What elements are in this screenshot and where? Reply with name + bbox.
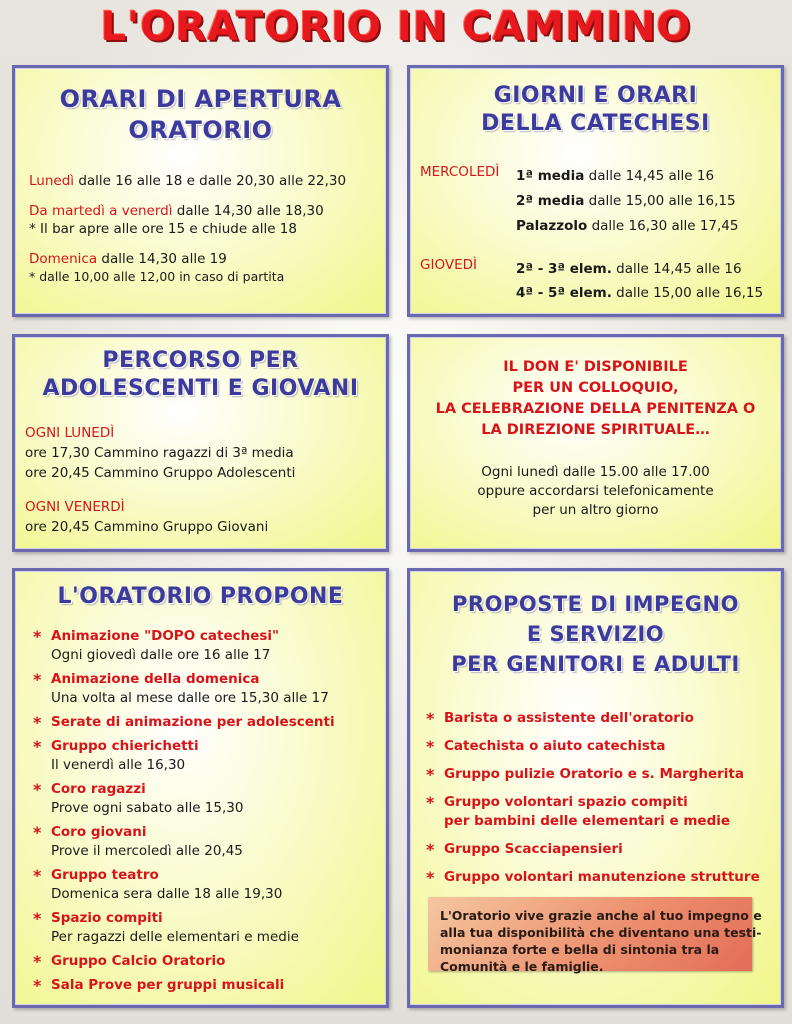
opening-hours-body — [29, 172, 346, 286]
bullet-star-icon: * — [33, 670, 42, 689]
every-friday-label: OGNI VENERDÌ — [25, 499, 125, 515]
offer-item — [31, 627, 335, 665]
priest-info-line2: oppure accordarsi telefonicamente — [477, 483, 714, 499]
bullet-star-icon: * — [33, 780, 42, 799]
commitment-item-line1: Barista o assistente dell'oratorio — [444, 710, 694, 726]
opening-hours-title-line1: ORARI DI APERTURA — [59, 85, 342, 113]
youth-path-title — [15, 347, 386, 403]
priest-heading-line3: LA CELEBRAZIONE DELLA PENITENZA O — [435, 401, 756, 417]
opening-hours-title — [15, 84, 386, 146]
catechism-title-line1: GIORNI E ORARI — [493, 83, 698, 108]
bullet-star-icon: * — [33, 976, 42, 995]
commitment-title — [410, 589, 781, 679]
commitment-item — [424, 765, 760, 784]
commitment-title-line1: PROPOSTE DI IMPEGNO — [452, 592, 739, 616]
commitment-item-line2: per bambini delle elementari e medie — [444, 813, 731, 829]
bullet-star-icon: * — [426, 868, 435, 887]
opening-hours-box — [12, 65, 389, 317]
oratory-offers-box — [12, 568, 389, 1008]
quote-line3: monianza forte e bella di sintonia tra la — [440, 942, 720, 957]
offer-item-title: Coro ragazzi — [51, 781, 146, 797]
catechism-title-line2: DELLA CATECHESI — [481, 111, 710, 136]
sunday-hours: Domenica dalle 14,30 alle 19 — [29, 251, 227, 267]
offer-item-title: Animazione "DOPO catechesi" — [51, 628, 280, 644]
thursday-row-2: 4ª - 5ª elem. dalle 15,00 alle 16,15 — [516, 285, 764, 301]
youth-path-box — [12, 334, 389, 552]
offer-item-title: Gruppo chierichetti — [51, 738, 199, 754]
youth-path-title-line2: ADOLESCENTI E GIOVANI — [42, 376, 359, 401]
offer-item-detail: Prove il mercoledì alle 20,45 — [51, 843, 243, 859]
youth-path-body — [25, 423, 295, 537]
bullet-star-icon: * — [33, 713, 42, 732]
bullet-star-icon: * — [33, 866, 42, 885]
bullet-star-icon: * — [33, 909, 42, 928]
bullet-star-icon: * — [33, 627, 42, 646]
bullet-star-icon: * — [33, 952, 42, 971]
opening-hours-title-line2: ORATORIO — [128, 116, 273, 144]
bullet-star-icon: * — [426, 793, 435, 812]
offer-item-title: Spazio compiti — [51, 910, 163, 926]
bullet-star-icon: * — [426, 765, 435, 784]
offer-item-title: Animazione della domenica — [51, 671, 260, 687]
commitment-item — [424, 793, 760, 831]
offer-item-detail: Per ragazzi delle elementari e medie — [51, 929, 299, 945]
priest-heading — [410, 357, 781, 441]
offer-item — [31, 670, 335, 708]
commitment-item-line1: Gruppo Scacciapensieri — [444, 841, 623, 857]
commitment-item-line1: Gruppo volontari manutenzione strutture — [444, 869, 760, 885]
priest-heading-line2: PER UN COLLOQUIO, — [512, 380, 679, 396]
match-note: * dalle 10,00 alle 12,00 in caso di partita — [29, 269, 285, 284]
offer-item — [31, 952, 335, 971]
wednesday-label: MERCOLEDÌ — [420, 164, 500, 180]
bullet-star-icon: * — [33, 737, 42, 756]
bullet-star-icon: * — [426, 737, 435, 756]
quote-line4: Comunità e le famiglie. — [440, 959, 604, 974]
offer-item — [31, 866, 335, 904]
commitment-title-line3: PER GENITORI E ADULTI — [451, 652, 740, 676]
oratory-offers-list — [31, 627, 335, 1000]
tuesday-friday-hours: Da martedì a venerdì dalle 14,30 alle 18,30 — [29, 203, 324, 219]
commitment-item — [424, 709, 760, 728]
offer-item — [31, 909, 335, 947]
offer-item-title: Sala Prove per gruppi musicali — [51, 977, 285, 993]
priest-heading-line1: IL DON E' DISPONIBILE — [503, 359, 688, 375]
offer-item-detail: Domenica sera dalle 18 alle 19,30 — [51, 886, 283, 902]
offer-item-detail: Il venerdì alle 16,30 — [51, 757, 186, 773]
quote-line1: L'Oratorio vive grazie anche al tuo impegno e — [440, 908, 762, 923]
bullet-star-icon: * — [426, 709, 435, 728]
commitment-item — [424, 737, 760, 756]
commitment-quote — [428, 897, 762, 974]
offer-item — [31, 780, 335, 818]
commitment-item — [424, 868, 760, 887]
youth-path-title-line1: PERCORSO PER — [102, 348, 299, 373]
wednesday-row-2: 2ª media dalle 15,00 alle 16,15 — [516, 193, 736, 209]
offer-item-title: Coro giovani — [51, 824, 147, 840]
bullet-star-icon: * — [426, 840, 435, 859]
bullet-star-icon: * — [33, 823, 42, 842]
offer-item-title: Serate di animazione per adolescenti — [51, 714, 335, 730]
commitment-list — [424, 709, 760, 896]
wednesday-row-3: Palazzolo dalle 16,30 alle 17,45 — [516, 218, 739, 234]
offer-item — [31, 976, 335, 995]
friday-item-1: ore 20,45 Cammino Gruppo Giovani — [25, 519, 269, 535]
priest-info — [410, 463, 781, 520]
offer-item — [31, 713, 335, 732]
priest-heading-line4: LA DIREZIONE SPIRITUALE… — [481, 422, 710, 438]
bar-note: * Il bar apre alle ore 15 e chiude alle 18 — [29, 221, 297, 237]
commitment-item-line1: Gruppo pulizie Oratorio e s. Margherita — [444, 766, 744, 782]
commitment-title-line2: E SERVIZIO — [526, 622, 665, 646]
offer-item — [31, 823, 335, 861]
offer-item-detail: Una volta al mese dalle ore 15,30 alle 17 — [51, 690, 329, 706]
every-monday-label: OGNI LUNEDÌ — [25, 425, 115, 441]
oratory-offers-title: L'ORATORIO PROPONE — [57, 584, 344, 609]
priest-box — [407, 334, 784, 552]
wednesday-schedule — [516, 164, 738, 239]
commitment-item-line1: Gruppo volontari spazio compiti — [444, 794, 688, 810]
offer-item-title: Gruppo Calcio Oratorio — [51, 953, 226, 969]
offer-item-title: Gruppo teatro — [51, 867, 159, 883]
monday-item-1: ore 17,30 Cammino ragazzi di 3ª media — [25, 445, 294, 461]
catechism-box — [407, 65, 784, 317]
thursday-label: GIOVEDÌ — [420, 257, 477, 273]
monday-hours: Lunedì dalle 16 alle 18 e dalle 20,30 alle 22,30 — [29, 173, 347, 189]
commitment-item-line1: Catechista o aiuto catechista — [444, 738, 666, 754]
wednesday-row-1: 1ª media dalle 14,45 alle 16 — [516, 168, 715, 184]
thursday-schedule — [516, 257, 763, 305]
page-title: L'ORATORIO IN CAMMINO — [100, 4, 692, 50]
commitment-box — [407, 568, 784, 1008]
commitment-item — [424, 840, 760, 859]
offer-item — [31, 737, 335, 775]
priest-info-line3: per un altro giorno — [532, 502, 659, 518]
offer-item-detail: Ogni giovedì dalle ore 16 alle 17 — [51, 647, 271, 663]
thursday-row-1: 2ª - 3ª elem. dalle 14,45 alle 16 — [516, 261, 742, 277]
offer-item-detail: Prove ogni sabato alle 15,30 — [51, 800, 244, 816]
quote-line2: alla tua disponibilità che diventano una testi- — [440, 925, 762, 940]
priest-info-line1: Ogni lunedì dalle 15.00 alle 17.00 — [481, 464, 710, 480]
catechism-title — [410, 82, 781, 138]
monday-item-2: ore 20,45 Cammino Gruppo Adolescenti — [25, 465, 296, 481]
